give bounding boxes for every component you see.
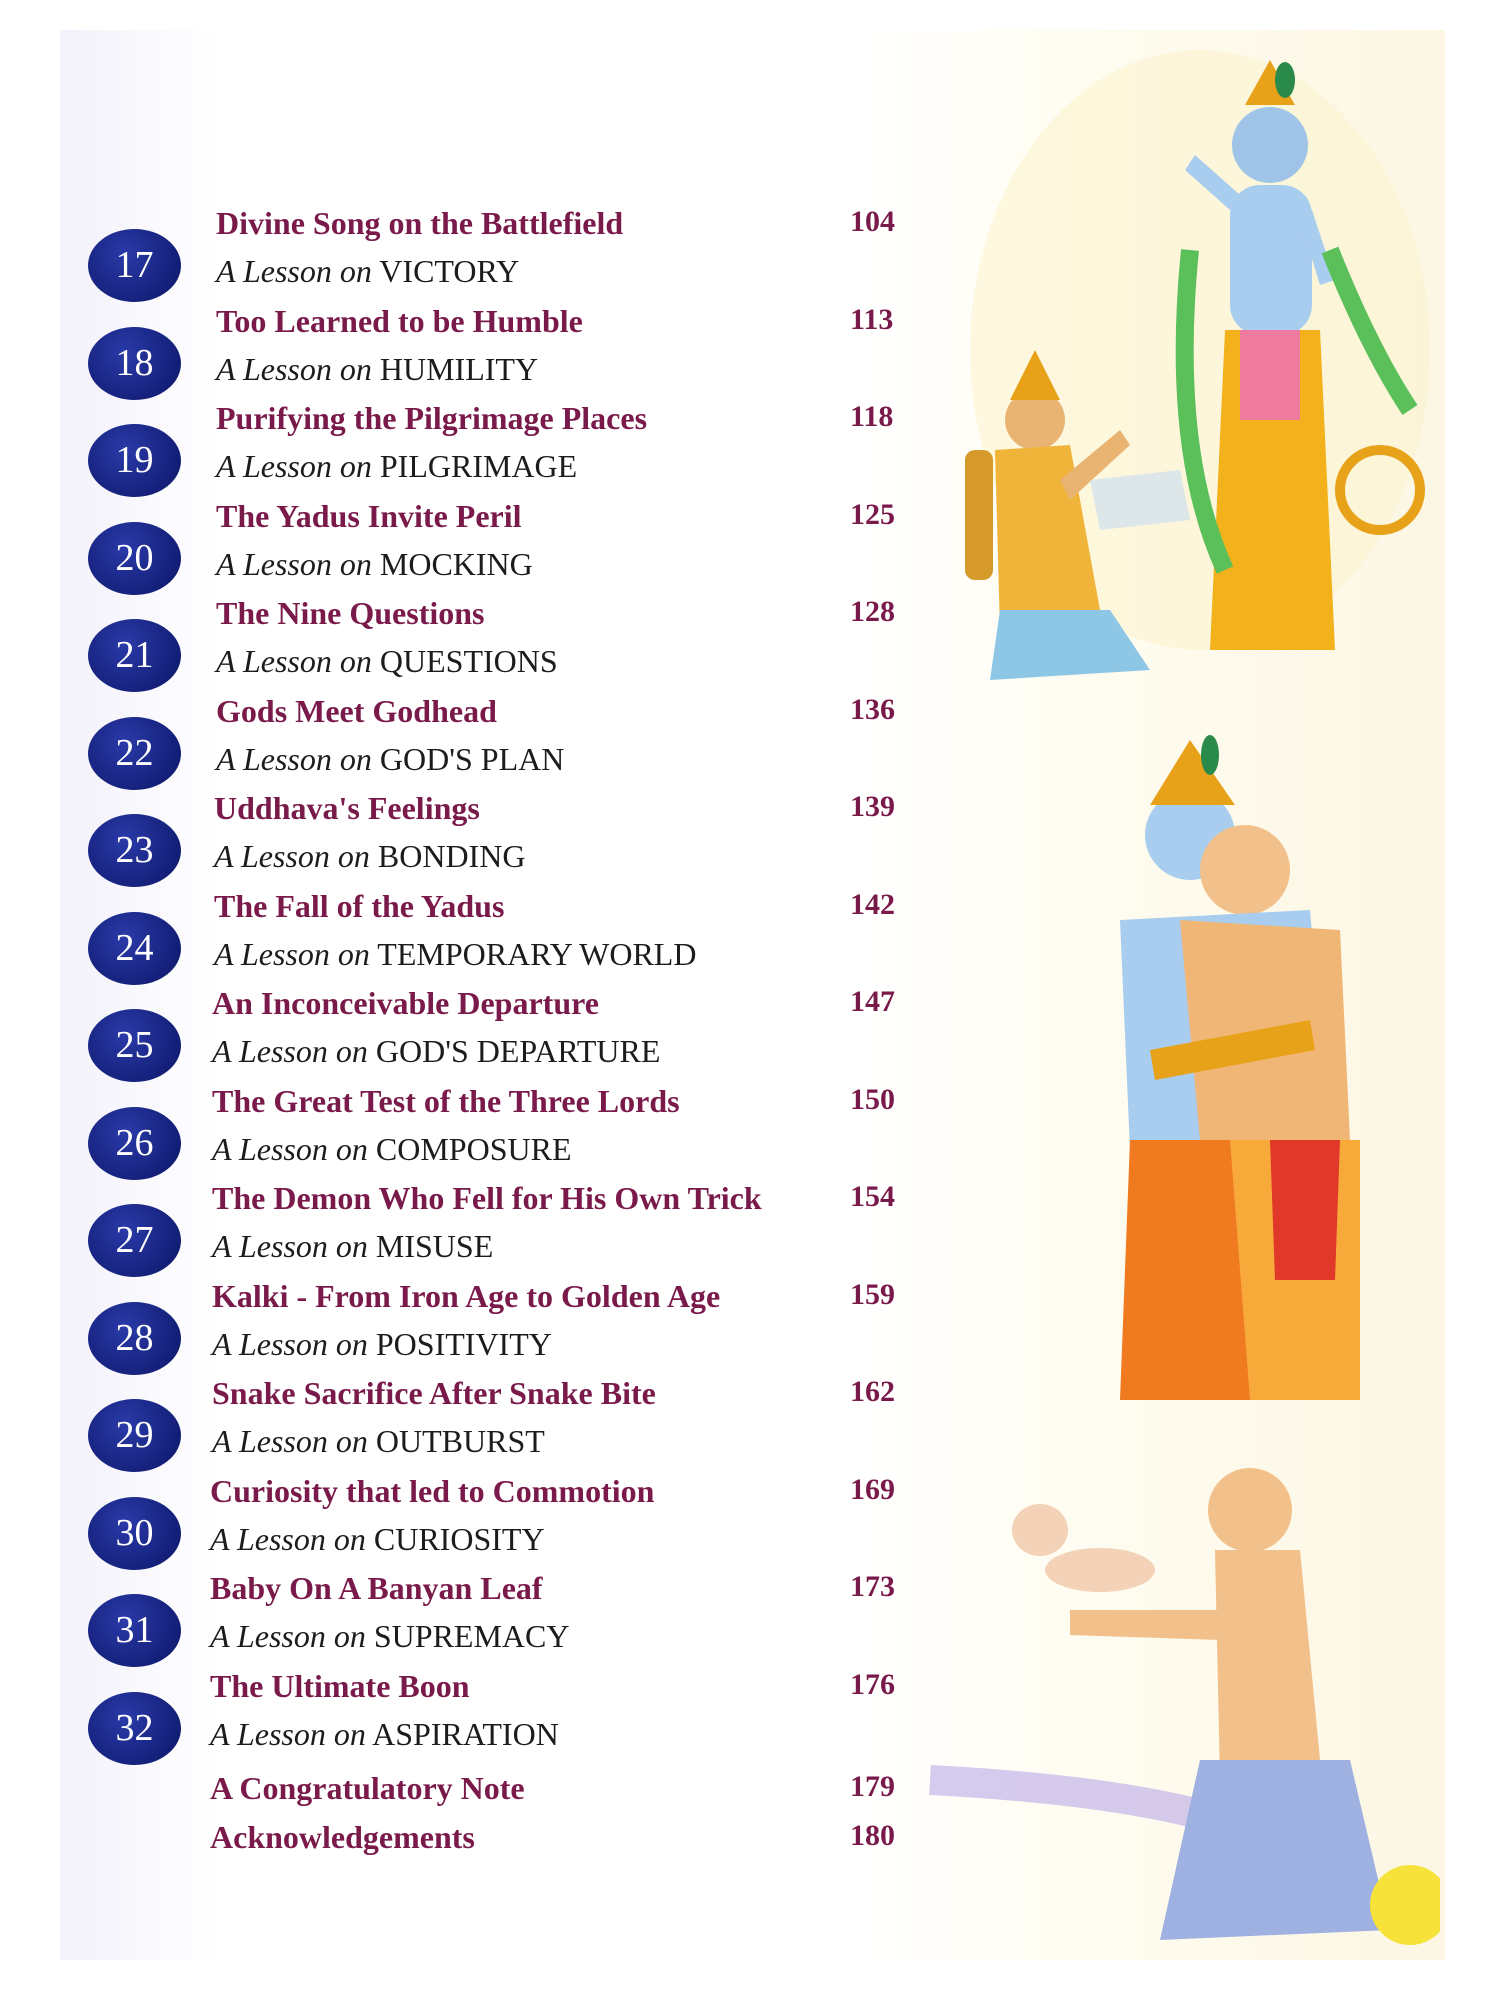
- page-number[interactable]: 169: [850, 1472, 895, 1506]
- lesson-topic: TEMPORARY WORLD: [377, 935, 697, 972]
- page-number[interactable]: 113: [850, 302, 894, 336]
- chapter-lesson: [210, 1716, 559, 1753]
- lesson-prefix: A Lesson on: [212, 1228, 368, 1264]
- book-page: [60, 30, 1445, 1960]
- chapter-lesson: [212, 1326, 552, 1363]
- extra-title[interactable]: Acknowledgements: [210, 1819, 475, 1855]
- lesson-topic: POSITIVITY: [375, 1325, 552, 1362]
- lesson-prefix: A Lesson on: [212, 1423, 368, 1459]
- toc-entry[interactable]: [60, 790, 940, 888]
- toc-entry[interactable]: [60, 595, 940, 693]
- page-number[interactable]: 118: [850, 400, 894, 433]
- page-number[interactable]: 142: [850, 887, 895, 921]
- chapter-title[interactable]: Gods Meet Godhead: [216, 692, 497, 729]
- chapter-lesson: [210, 1618, 569, 1655]
- toc-entry[interactable]: [60, 693, 940, 791]
- page-number[interactable]: 104: [850, 205, 895, 238]
- toc-entry[interactable]: [60, 1570, 940, 1668]
- page-number[interactable]: 179: [850, 1770, 895, 1803]
- krishna-arjuna-illustration: [940, 50, 1440, 700]
- chapter-title[interactable]: Divine Song on the Battlefield: [216, 205, 624, 241]
- lesson-topic: GOD'S PLAN: [379, 740, 565, 777]
- page-number[interactable]: 180: [850, 1819, 895, 1852]
- chapter-title[interactable]: The Demon Who Fell for His Own Trick: [212, 1180, 762, 1216]
- chapter-number-badge: 26: [88, 1107, 181, 1180]
- toc-entry[interactable]: [60, 888, 940, 986]
- extra-title[interactable]: A Congratulatory Note: [210, 1770, 525, 1806]
- lesson-prefix: A Lesson on: [214, 935, 370, 972]
- chapter-title[interactable]: The Fall of the Yadus: [214, 887, 505, 924]
- lesson-topic: BONDING: [377, 838, 526, 874]
- chapter-number-badge: 21: [88, 619, 181, 692]
- chapter-number-badge: 19: [88, 424, 181, 497]
- page-number[interactable]: 162: [850, 1375, 895, 1408]
- chapter-title[interactable]: Baby On A Banyan Leaf: [210, 1570, 543, 1606]
- lesson-prefix: A Lesson on: [214, 838, 370, 874]
- chapter-lesson: [216, 253, 519, 290]
- chapter-number-badge: 28: [88, 1302, 181, 1375]
- lesson-topic: QUESTIONS: [379, 643, 558, 679]
- lesson-topic: PILGRIMAGE: [379, 448, 578, 484]
- lesson-topic: MOCKING: [379, 545, 533, 582]
- chapter-number-badge: 18: [88, 327, 181, 400]
- toc-entry[interactable]: [60, 1278, 940, 1376]
- lesson-topic: HUMILITY: [379, 350, 539, 387]
- lesson-prefix: A Lesson on: [210, 1618, 366, 1654]
- lesson-prefix: A Lesson on: [210, 1520, 366, 1557]
- chapter-lesson: [216, 643, 558, 680]
- lesson-topic: GOD'S DEPARTURE: [375, 1033, 661, 1069]
- chapter-number-badge: 24: [88, 912, 181, 985]
- chapter-number-badge: 25: [88, 1009, 181, 1082]
- chapter-lesson: [212, 1131, 571, 1168]
- chapter-title[interactable]: Too Learned to be Humble: [216, 302, 583, 339]
- page-number[interactable]: 154: [850, 1180, 895, 1213]
- chapter-lesson: [212, 1423, 545, 1460]
- chapter-title[interactable]: An Inconceivable Departure: [212, 985, 599, 1021]
- chapter-lesson: [216, 741, 564, 778]
- lesson-prefix: A Lesson on: [216, 545, 372, 582]
- lesson-topic: MISUSE: [375, 1228, 494, 1264]
- toc-entry[interactable]: [60, 303, 940, 401]
- page-number[interactable]: 147: [850, 985, 895, 1018]
- chapter-lesson: [210, 1521, 545, 1558]
- chapter-number-badge: 27: [88, 1204, 181, 1277]
- toc-entry[interactable]: [60, 1473, 940, 1571]
- toc-entry[interactable]: [60, 985, 940, 1083]
- lesson-topic: SUPREMACY: [373, 1618, 570, 1654]
- chapter-number-badge: 29: [88, 1399, 181, 1472]
- lesson-prefix: A Lesson on: [210, 1715, 366, 1752]
- lesson-topic: CURIOSITY: [373, 1520, 545, 1557]
- lesson-prefix: A Lesson on: [212, 1033, 368, 1069]
- chapter-lesson: [214, 838, 525, 875]
- chapter-title[interactable]: The Great Test of the Three Lords: [212, 1082, 680, 1119]
- chapter-title[interactable]: Uddhava's Feelings: [214, 790, 480, 826]
- lesson-topic: COMPOSURE: [375, 1130, 572, 1167]
- lesson-prefix: A Lesson on: [216, 350, 372, 387]
- table-of-contents: [60, 30, 940, 1960]
- chapter-lesson: [212, 1033, 660, 1070]
- chapter-title[interactable]: Curiosity that led to Commotion: [210, 1472, 655, 1509]
- chapter-title[interactable]: Snake Sacrifice After Snake Bite: [212, 1375, 656, 1411]
- lesson-prefix: A Lesson on: [216, 448, 372, 484]
- chapter-title[interactable]: The Ultimate Boon: [210, 1667, 470, 1704]
- lesson-topic: OUTBURST: [375, 1423, 545, 1459]
- chapter-title[interactable]: Kalki - From Iron Age to Golden Age: [212, 1277, 721, 1314]
- lesson-prefix: A Lesson on: [212, 1325, 368, 1362]
- chapter-lesson: [214, 936, 696, 973]
- chapter-lesson: [216, 448, 577, 485]
- toc-entry[interactable]: [60, 1375, 940, 1473]
- toc-entry[interactable]: [60, 1083, 940, 1181]
- chapter-number-badge: 32: [88, 1692, 181, 1765]
- page-number[interactable]: 159: [850, 1277, 895, 1311]
- page-number[interactable]: 125: [850, 497, 895, 531]
- lesson-prefix: A Lesson on: [216, 643, 372, 679]
- lesson-prefix: A Lesson on: [216, 740, 372, 777]
- toc-entry[interactable]: [60, 498, 940, 596]
- chapter-number-badge: 22: [88, 717, 181, 790]
- chapter-number-badge: 30: [88, 1497, 181, 1570]
- page-number[interactable]: 173: [850, 1570, 895, 1603]
- sage-with-baby-illustration: [920, 1460, 1440, 1960]
- chapter-number-badge: 20: [88, 522, 181, 595]
- chapter-number-badge: 31: [88, 1594, 181, 1667]
- embrace-illustration: [1060, 720, 1420, 1400]
- page-number[interactable]: 139: [850, 790, 895, 823]
- lesson-prefix: A Lesson on: [216, 253, 372, 289]
- chapter-title[interactable]: Purifying the Pilgrimage Places: [216, 400, 648, 436]
- lesson-topic: VICTORY: [379, 253, 520, 289]
- toc-entry[interactable]: [60, 205, 940, 303]
- chapter-number-badge: 17: [88, 229, 181, 302]
- lesson-topic: ASPIRATION: [372, 1715, 559, 1752]
- chapter-title[interactable]: The Nine Questions: [216, 595, 485, 631]
- page-number[interactable]: 136: [850, 692, 895, 726]
- toc-entry[interactable]: [60, 400, 940, 498]
- chapter-number-badge: 23: [88, 814, 181, 887]
- page-number[interactable]: 128: [850, 595, 895, 628]
- page-number[interactable]: 150: [850, 1082, 895, 1116]
- chapter-lesson: [216, 351, 538, 388]
- chapter-lesson: [212, 1228, 493, 1265]
- toc-entry[interactable]: [60, 1668, 940, 1766]
- page-number[interactable]: 176: [850, 1667, 895, 1701]
- toc-entry[interactable]: [60, 1180, 940, 1278]
- chapter-lesson: [216, 546, 533, 583]
- lesson-prefix: A Lesson on: [212, 1130, 368, 1167]
- toc-extra-entry[interactable]: [60, 1770, 940, 1814]
- chapter-title[interactable]: The Yadus Invite Peril: [216, 497, 522, 534]
- toc-extra-entry[interactable]: [60, 1819, 940, 1863]
